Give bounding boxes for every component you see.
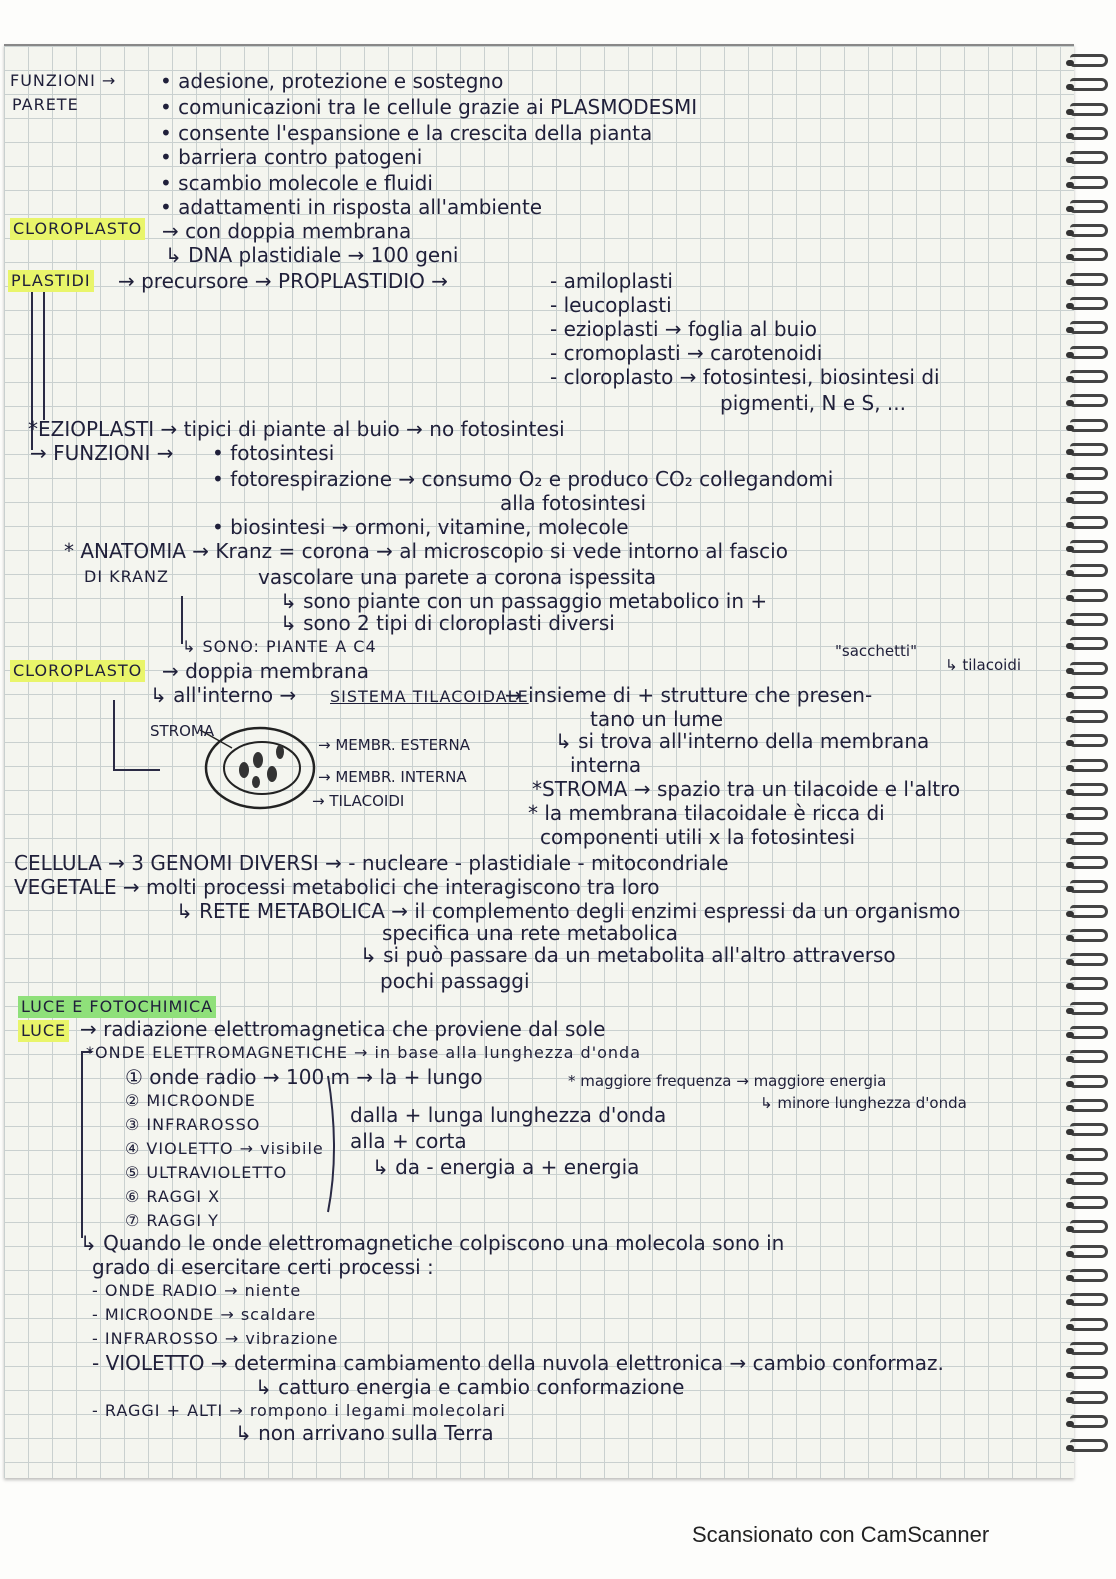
- note-line: tano un lume: [590, 707, 724, 731]
- note-line: → insieme di + strutture che presen-: [505, 683, 873, 707]
- note-line: → con doppia membrana: [162, 219, 412, 243]
- note-line: - cloroplasto → fotosintesi, biosintesi di: [550, 365, 940, 389]
- note-line: FUNZIONI →: [10, 71, 117, 90]
- note-line: CELLULA → 3 GENOMI DIVERSI → - nucleare - plastidiale - mitocondriale: [14, 851, 729, 875]
- note-line: • biosintesi → ormoni, vitamine, molecole: [212, 515, 629, 539]
- note-line: ④ VIOLETTO → visibile: [125, 1139, 324, 1158]
- note-line: → precursore → PROPLASTIDIO →: [118, 269, 449, 293]
- note-line: ⑦ RAGGI Y: [125, 1211, 219, 1230]
- note-line: *STROMA → spazio tra un tilacoide e l'altro: [532, 777, 961, 801]
- note-line: ↳ Quando le onde elettromagnetiche colpiscono una molecola sono in: [80, 1231, 785, 1255]
- note-line: • fotosintesi: [212, 441, 335, 465]
- camscanner-footer: Scansionato con CamScanner: [692, 1522, 990, 1547]
- note-line: - RAGGI + ALTI → rompono i legami molecolari: [92, 1401, 506, 1420]
- note-line: * maggiore frequenza → maggiore energia: [568, 1072, 887, 1090]
- note-line: ③ INFRAROSSO: [125, 1115, 261, 1134]
- note-line: ↳ da - energia a + energia: [372, 1155, 640, 1179]
- note-line: CLOROPLASTO: [10, 218, 145, 240]
- note-line: ↳ catturo energia e cambio conformazione: [255, 1375, 685, 1399]
- note-line: • scambio molecole e fluidi: [160, 171, 433, 195]
- note-line: ↳ sono piante con un passaggio metabolico in +: [280, 589, 768, 613]
- onde-bracket: [82, 1052, 92, 1238]
- note-line: - cromoplasti → carotenoidi: [550, 341, 823, 365]
- note-line: CLOROPLASTO: [10, 660, 145, 682]
- note-line: *EZIOPLASTI → tipici di piante al buio → no fotosintesi: [28, 417, 565, 441]
- note-line: "sacchetti": [835, 642, 917, 660]
- note-line: specifica una rete metabolica: [382, 921, 678, 945]
- note-line: PARETE: [12, 95, 79, 114]
- note-line: - ONDE RADIO → niente: [92, 1281, 302, 1300]
- note-line: → doppia membrana: [162, 659, 369, 683]
- note-line: interna: [570, 753, 642, 777]
- note-line: • adattamenti in risposta all'ambiente: [160, 195, 543, 219]
- note-line: vascolare una parete a corona ispessita: [258, 565, 657, 589]
- note-line: alla fotosintesi: [500, 491, 647, 515]
- note-line: dalla + lunga lunghezza d'onda: [350, 1103, 667, 1127]
- curly-bracket: [328, 1076, 334, 1212]
- chloroplast-diagram: [200, 728, 314, 808]
- note-line: ↳ SONO: PIANTE A C4: [182, 637, 377, 656]
- note-line: ↳ all'interno →: [150, 683, 297, 707]
- note-line: pochi passaggi: [380, 969, 530, 993]
- note-line: - INFRAROSSO → vibrazione: [92, 1329, 339, 1348]
- note-line: ↳ si può passare da un metabolita all'altro attraverso: [360, 943, 896, 967]
- note-line: - MICROONDE → scaldare: [92, 1305, 317, 1324]
- note-line: * ANATOMIA → Kranz = corona → al microscopio si vede intorno al fascio: [64, 539, 788, 563]
- note-line: • barriera contro patogeni: [160, 145, 423, 169]
- note-line: - VIOLETTO → determina cambiamento della nuvola elettronica → cambio conformaz.: [92, 1351, 944, 1375]
- note-line: ↳ non arrivano sulla Terra: [235, 1421, 494, 1445]
- note-line: grado di esercitare certi processi :: [92, 1255, 434, 1279]
- note-line: PLASTIDI: [8, 270, 94, 292]
- note-line: ↳ minore lunghezza d'onda: [760, 1094, 967, 1112]
- note-line: *ONDE ELETTROMAGNETICHE → in base alla lunghezza d'onda: [86, 1043, 641, 1062]
- note-line: - ezioplasti → foglia al buio: [550, 317, 818, 341]
- note-line: → MEMBR. INTERNA: [318, 768, 467, 786]
- note-line: - amiloplasti: [550, 269, 673, 293]
- note-line: ↳ DNA plastidiale → 100 geni: [165, 243, 459, 267]
- note-line: → MEMBR. ESTERNA: [318, 736, 470, 754]
- note-line: → TILACOIDI: [312, 792, 405, 810]
- note-line: DI KRANZ: [84, 567, 169, 586]
- note-line: LUCE: [18, 1020, 69, 1042]
- note-line: pigmenti, N e S, ...: [720, 391, 906, 415]
- note-line: ① onde radio → 100 m → la + lungo: [125, 1065, 483, 1089]
- note-line: alla + corta: [350, 1129, 467, 1153]
- note-line: → FUNZIONI →: [30, 441, 174, 465]
- note-line: VEGETALE → molti processi metabolici che interagiscono tra loro: [14, 875, 660, 899]
- note-line: ⑤ ULTRAVIOLETTO: [125, 1163, 288, 1182]
- note-line: ⑥ RAGGI X: [125, 1187, 221, 1206]
- note-line: • adesione, protezione e sostegno: [160, 69, 504, 93]
- note-line: • fotorespirazione → consumo O₂ e produco CO₂ collegandomi: [212, 467, 834, 491]
- note-line: ↳ RETE METABOLICA → il complemento degli enzimi espressi da un organismo: [176, 899, 961, 923]
- note-line: ↳ sono 2 tipi di cloroplasti diversi: [280, 611, 615, 635]
- note-line: LUCE E FOTOCHIMICA: [18, 996, 216, 1018]
- note-line: → radiazione elettromagnetica che proviene dal sole: [80, 1017, 606, 1041]
- note-line: • consente l'espansione e la crescita della pianta: [160, 121, 653, 145]
- note-line: ② MICROONDE: [125, 1091, 256, 1110]
- note-line: ↳ si trova all'interno della membrana: [555, 729, 930, 753]
- note-line: STROMA: [150, 722, 215, 740]
- note-line: SISTEMA TILACOIDALE: [330, 687, 529, 706]
- note-line: - leucoplasti: [550, 293, 672, 317]
- note-line: * la membrana tilacoidale è ricca di: [528, 801, 885, 825]
- note-line: • comunicazioni tra le cellule grazie ai PLASMODESMI: [160, 95, 698, 119]
- note-line: ↳ tilacoidi: [945, 656, 1022, 674]
- note-line: componenti utili x la fotosintesi: [540, 825, 856, 849]
